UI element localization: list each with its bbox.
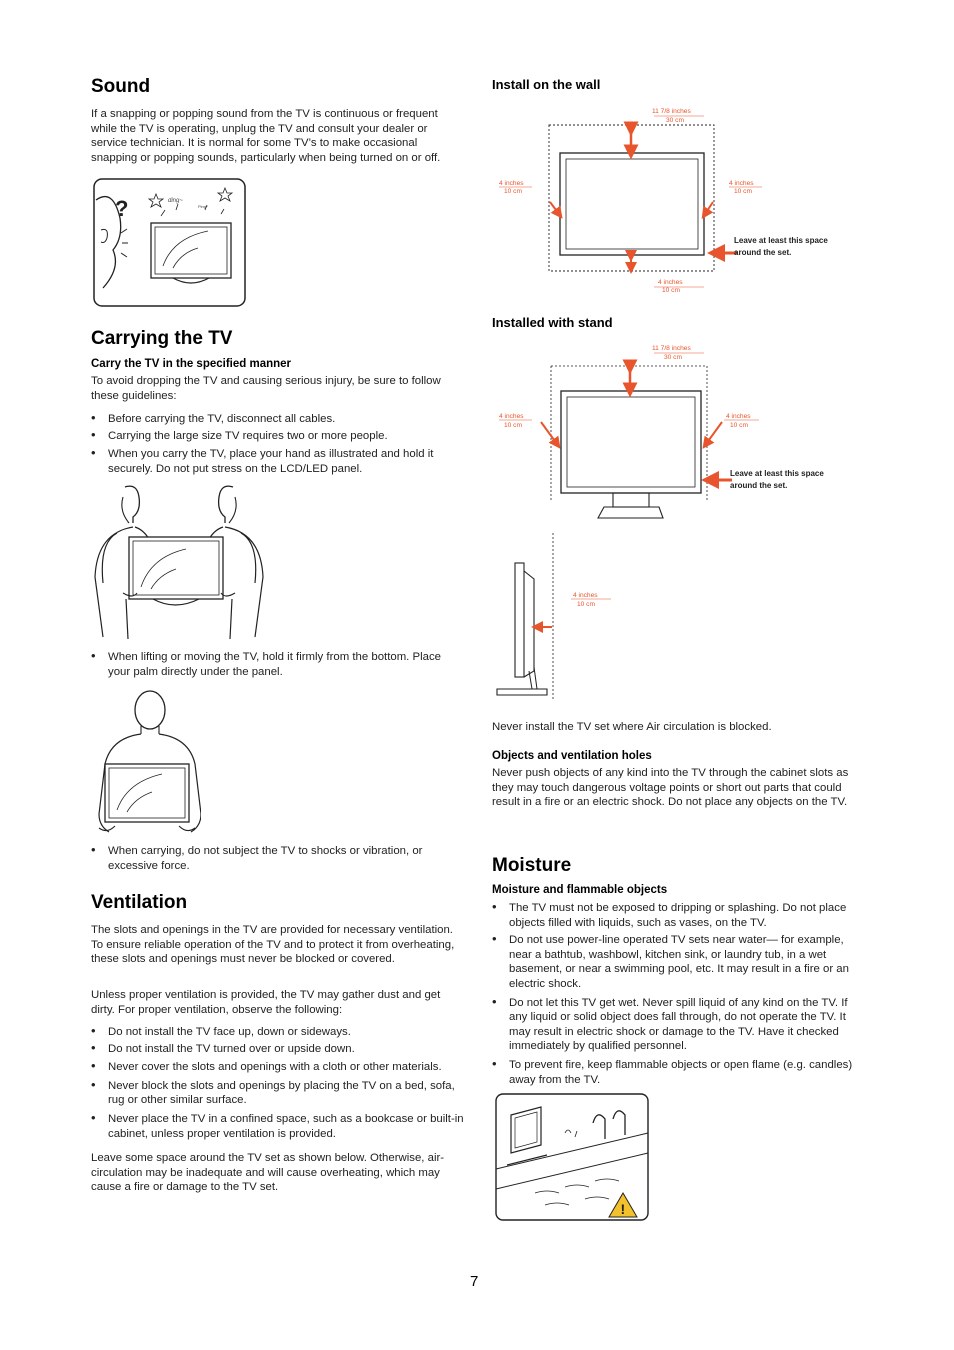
list-item: • When you carry the TV, place your hand as illustrated and hold it securely. Do not put stress on the LCD/LED panel. [91,447,466,476]
list-item: • Do not install the TV face up, down or sideways. [91,1025,466,1040]
stand-top-inches: 11 7/8 inches [652,345,691,352]
wall-clearance-diagram [494,102,864,297]
stand-right-inches: 4 inches [726,413,751,420]
sound-heading: Sound [91,76,151,97]
list-item: • When lifting or moving the TV, hold it firmly from the bottom. Place your palm directly under the panel. [91,650,466,679]
ventilation-bullets [91,1025,466,1141]
stand-clearance-diagram [494,340,864,522]
wall-top-cm: 30 cm [666,117,684,124]
wall-left-inches: 4 inches [499,180,524,187]
list-item: • Never block the slots and openings by placing the TV on a bed, sofa, rug or other similar surface. [91,1079,466,1108]
wall-heading: Install on the wall [492,77,601,92]
svg-text:?: ? [115,196,129,221]
list-item: • To prevent fire, keep flammable objects or open flame (e.g. candles) away from the TV. [492,1058,866,1087]
carrying-bullet-b [91,650,466,679]
stand-note-line-1: Leave at least this space [730,469,824,478]
list-item: • Before carrying the TV, disconnect all cables. [91,412,466,427]
side-cm: 10 cm [577,601,595,608]
carrying-intro: To avoid dropping the TV and causing serious injury, be sure to follow these guidelines: [91,375,441,402]
ventilation-para-1: The slots and openings in the TV are provided for necessary ventilation. To ensure reliable operation of the TV and to protect it from overheating, these slots and openings must never be blocked or covered. [91,924,455,966]
moisture-illustration [495,1093,650,1223]
list-item: • Do not let this TV get wet. Never spill liquid of any kind on the TV. If any liquid or solid object does fall through, do not operate the TV. It may result in electric shock or damage to the TV. Have it checked immediately by qualified personnel. [492,996,866,1054]
moisture-bullets [492,901,866,1087]
list-item: • The TV must not be exposed to dripping or splashing. Do not place objects filled with liquids, such as vases, on the TV. [492,901,866,930]
svg-text:!: ! [620,1201,626,1217]
stand-note-line-2: around the set. [730,481,788,490]
two-person-carry-illustration [93,483,265,643]
wall-right-cm: 10 cm [734,188,752,195]
stand-left-cm: 10 cm [504,422,522,429]
wall-right-inches: 4 inches [729,180,754,187]
wall-note-line-2: around the set. [734,248,792,257]
sound-body: If a snapping or popping sound from the TV is continuous or frequent while the TV is operating, unplug the TV and consult your dealer or service technician. It is normal for some TV’s to make occasional snapping or popping sounds, particularly when being turned on or off. [91,108,441,164]
list-item: • When carrying, do not subject the TV to shocks or vibration, or excessive force. [91,844,466,873]
page-number: 7 [470,1273,479,1290]
sound-ding-text: ding~ [168,198,183,204]
list-item: • Do not install the TV turned over or upside down. [91,1042,466,1057]
carrying-bullets-a [91,412,466,476]
one-person-lift-illustration [95,688,201,836]
stand-right-cm: 10 cm [730,422,748,429]
side-view-clearance-diagram [493,531,618,701]
list-item: • Never place the TV in a confined space, such as a bookcase or built-in cabinet, unless proper ventilation is provided. [91,1112,466,1141]
wall-note-line-1: Leave at least this space [734,236,828,245]
ventilation-para-3: Leave some space around the TV set as shown below. Otherwise, air-circulation may be inadequate and will cause overheating, which may cause a fire or damage to the TV set. [91,1152,445,1194]
ventilation-heading: Ventilation [91,892,188,913]
wall-bottom-inches: 4 inches [658,279,683,286]
stand-top-cm: 30 cm [664,354,682,361]
sound-illustration [93,178,247,308]
air-circulation-note: Never install the TV set where Air circulation is blocked. [492,721,772,733]
wall-top-inches: 11 7/8 inches [652,108,691,115]
list-item: • Do not use power-line operated TV sets near water— for example, near a bathtub, washbowl, kitchen sink, or laundry tub, in a wet basement, or near a swimming pool, etc. It may result in a fire or an electric shock. [492,933,866,991]
wall-bottom-cm: 10 cm [662,287,680,294]
list-item: • Never cover the slots and openings with a cloth or other materials. [91,1060,466,1075]
side-inches: 4 inches [573,592,598,599]
list-item: • Carrying the large size TV requires two or more people. [91,429,466,444]
carrying-heading: Carrying the TV [91,328,233,349]
wall-left-cm: 10 cm [504,188,522,195]
moisture-subheading: Moisture and flammable objects [492,884,668,896]
carrying-bullet-c [91,844,466,873]
carrying-subheading: Carry the TV in the specified manner [91,358,292,370]
moisture-heading: Moisture [492,855,572,876]
objects-subheading: Objects and ventilation holes [492,750,652,762]
stand-left-inches: 4 inches [499,413,524,420]
ventilation-para-2: Unless proper ventilation is provided, the TV may gather dust and get dirty. For proper ventilation, observe the following: [91,989,441,1016]
sound-ping-text: Ping~ [198,204,209,209]
objects-body: Never push objects of any kind into the TV through the cabinet slots as they may touch dangerous voltage points or short out parts that could result in a fire or an electric shock. Do not place any objects on the TV. [492,767,849,809]
stand-heading: Installed with stand [492,315,613,330]
